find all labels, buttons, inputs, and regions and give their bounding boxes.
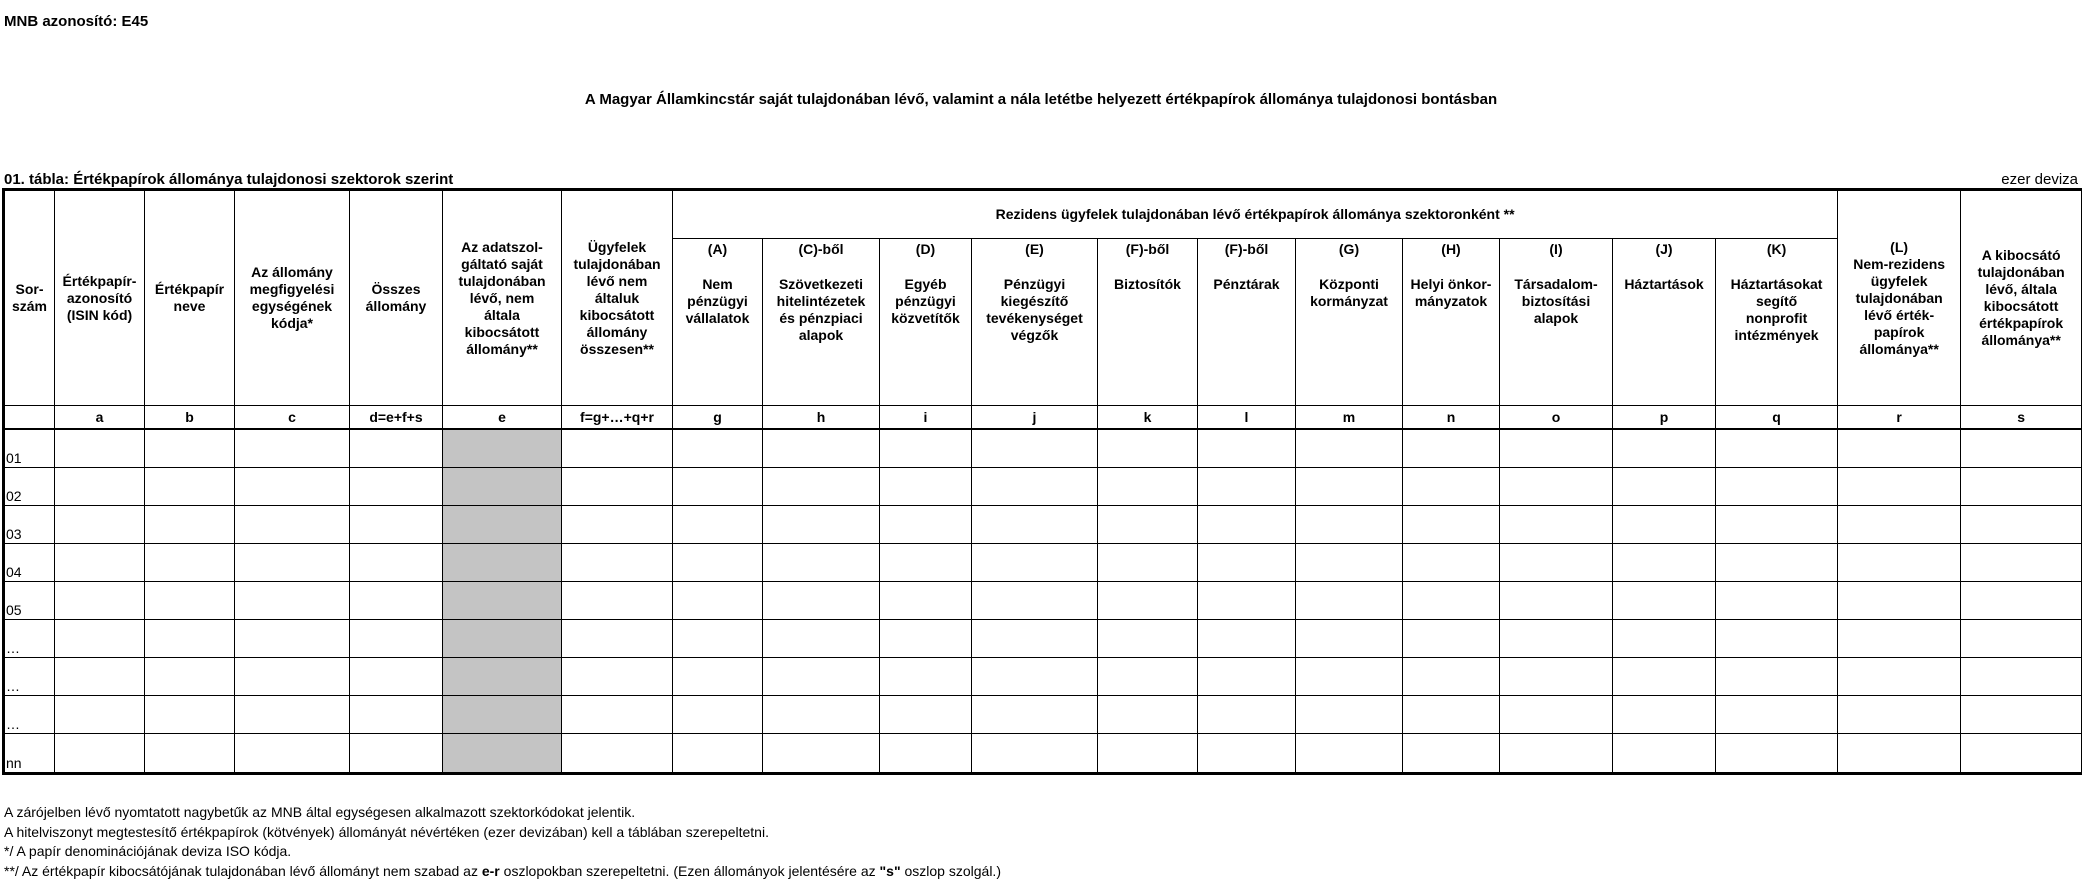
column-letter: l	[1198, 406, 1296, 430]
sector-label: Biztosítók	[1114, 276, 1181, 292]
data-cell[interactable]	[880, 506, 972, 544]
data-cell[interactable]	[1198, 544, 1296, 582]
data-cell[interactable]	[145, 734, 235, 773]
shaded-cell[interactable]	[443, 544, 562, 582]
column-letter: q	[1716, 406, 1838, 430]
data-cell[interactable]	[763, 544, 880, 582]
emphasis: e-r	[481, 862, 500, 879]
data-cell[interactable]	[1098, 582, 1198, 620]
table-row	[5, 506, 2082, 544]
data-cell[interactable]	[562, 734, 673, 773]
data-cell[interactable]	[1613, 696, 1716, 734]
data-cell[interactable]	[562, 620, 673, 658]
data-cell[interactable]	[972, 620, 1098, 658]
column-header: A kibocsátó tulajdonában lévő, általa kibocsátott értékpapírok állománya**	[1961, 191, 2082, 406]
data-cell[interactable]	[972, 696, 1098, 734]
data-cell[interactable]	[562, 658, 673, 696]
sector-label: Egyéb pénzügyi közvetítők	[891, 276, 960, 326]
data-cell[interactable]	[1500, 620, 1613, 658]
column-header: (L) Nem-rezidens ügyfelek tulajdonában lévő érték- papírok állománya**	[1838, 191, 1961, 406]
sector-code: (H)	[1441, 241, 1461, 257]
data-cell[interactable]	[880, 658, 972, 696]
data-cell[interactable]	[1838, 620, 1961, 658]
data-cell[interactable]	[350, 582, 443, 620]
sector-column-header	[880, 239, 972, 406]
data-cell[interactable]	[880, 582, 972, 620]
data-cell[interactable]	[562, 582, 673, 620]
data-cell[interactable]	[1961, 658, 2082, 696]
data-cell[interactable]	[1500, 468, 1613, 506]
footnote: **/ Az értékpapír kibocsátójának tulajdonában lévő állományt nem szabad az e-r oszlopokban szerepeltetni. (Ezen állományok jelentésére az "s" oszlop szolgál.)	[4, 862, 1001, 879]
data-cell[interactable]	[1296, 696, 1403, 734]
data-cell[interactable]	[972, 544, 1098, 582]
sector-column-header	[1716, 239, 1838, 406]
data-cell[interactable]	[562, 544, 673, 582]
data-cell[interactable]	[763, 696, 880, 734]
unit-label: ezer deviza	[2001, 171, 2078, 188]
data-cell[interactable]	[1500, 734, 1613, 773]
shaded-cell[interactable]	[443, 734, 562, 773]
sector-code: (J)	[1655, 241, 1673, 257]
column-letter: a	[55, 406, 145, 430]
data-cell[interactable]	[972, 658, 1098, 696]
sector-column-header	[763, 239, 880, 406]
data-cell[interactable]	[763, 582, 880, 620]
data-cell[interactable]	[1613, 658, 1716, 696]
data-cell[interactable]	[1403, 506, 1500, 544]
data-cell[interactable]	[673, 658, 763, 696]
data-cell[interactable]	[55, 696, 145, 734]
shaded-cell[interactable]	[443, 582, 562, 620]
holdings-table	[4, 190, 2082, 773]
data-cell[interactable]	[55, 468, 145, 506]
data-cell[interactable]	[1098, 620, 1198, 658]
column-header: Az adatszol- gáltató saját tulajdonában lévő, nem általa kibocsátott állomány**	[443, 191, 562, 406]
data-cell[interactable]	[1500, 658, 1613, 696]
data-cell[interactable]	[1296, 429, 1403, 468]
data-cell[interactable]	[1838, 429, 1961, 468]
data-cell[interactable]	[673, 506, 763, 544]
data-cell[interactable]	[1296, 658, 1403, 696]
table-header	[5, 191, 2082, 430]
data-cell[interactable]	[55, 582, 145, 620]
data-cell[interactable]	[673, 734, 763, 773]
sector-code: (K)	[1766, 241, 1787, 257]
data-cell[interactable]	[1198, 506, 1296, 544]
data-cell[interactable]	[1961, 544, 2082, 582]
data-cell[interactable]	[145, 506, 235, 544]
data-cell[interactable]	[1961, 506, 2082, 544]
data-cell[interactable]	[1716, 429, 1838, 468]
data-cell[interactable]	[55, 620, 145, 658]
sector-label: Társadalom- biztosítási alapok	[1514, 276, 1598, 326]
data-cell[interactable]	[1296, 544, 1403, 582]
data-cell[interactable]	[562, 506, 673, 544]
data-cell[interactable]	[1098, 468, 1198, 506]
table-caption: 01. tábla: Értékpapírok állománya tulajdonosi szektorok szerint	[4, 171, 454, 188]
data-cell[interactable]	[1296, 734, 1403, 773]
data-cell[interactable]	[55, 734, 145, 773]
report-title: A Magyar Államkincstár saját tulajdonában lévő, valamint a nála letétbe helyezett értékpapírok állománya tulajdonosi bontásban	[584, 91, 1498, 108]
emphasis: "s"	[879, 862, 901, 879]
data-cell[interactable]	[1838, 658, 1961, 696]
sector-label: Központi kormányzat	[1310, 276, 1388, 309]
column-header: Sor- szám	[5, 191, 55, 406]
data-cell[interactable]	[55, 658, 145, 696]
data-cell[interactable]	[235, 429, 350, 468]
table-row	[5, 544, 2082, 582]
data-cell[interactable]	[145, 544, 235, 582]
table-row	[5, 734, 2082, 773]
data-cell[interactable]	[1613, 544, 1716, 582]
data-cell[interactable]	[235, 544, 350, 582]
data-cell[interactable]	[1198, 582, 1296, 620]
column-letter: s	[1961, 406, 2082, 430]
column-header: Összes állomány	[350, 191, 443, 406]
data-cell[interactable]	[763, 734, 880, 773]
column-letter: b	[145, 406, 235, 430]
column-letter: f=g+…+q+r	[562, 406, 673, 430]
sector-code: (G)	[1338, 241, 1360, 257]
data-cell[interactable]	[145, 658, 235, 696]
data-cell[interactable]	[235, 506, 350, 544]
data-cell[interactable]	[880, 429, 972, 468]
data-cell[interactable]	[673, 429, 763, 468]
data-cell[interactable]	[673, 468, 763, 506]
data-cell[interactable]	[1198, 429, 1296, 468]
shaded-cell[interactable]	[443, 468, 562, 506]
row-number: 01	[5, 429, 55, 468]
data-cell[interactable]	[235, 582, 350, 620]
data-cell[interactable]	[1838, 544, 1961, 582]
column-letter: j	[972, 406, 1098, 430]
sector-code: (F)-ből	[1125, 241, 1170, 257]
data-cell[interactable]	[763, 429, 880, 468]
footnote: A zárójelben lévő nyomtatott nagybetűk az MNB által egységesen alkalmazott szektorkódokat jelentik.	[4, 804, 636, 820]
column-letter: o	[1500, 406, 1613, 430]
data-cell[interactable]	[1198, 658, 1296, 696]
data-cell[interactable]	[1296, 506, 1403, 544]
data-cell[interactable]	[1098, 658, 1198, 696]
data-cell[interactable]	[1198, 620, 1296, 658]
mnb-identifier: MNB azonosító: E45	[4, 13, 149, 30]
data-cell[interactable]	[1500, 582, 1613, 620]
sector-column-header	[1613, 239, 1716, 406]
data-cell[interactable]	[350, 544, 443, 582]
data-cell[interactable]	[350, 506, 443, 544]
data-cell[interactable]	[235, 468, 350, 506]
data-cell[interactable]	[562, 429, 673, 468]
data-cell[interactable]	[763, 506, 880, 544]
data-cell[interactable]	[145, 468, 235, 506]
data-cell[interactable]	[1500, 544, 1613, 582]
data-cell[interactable]	[55, 429, 145, 468]
data-cell[interactable]	[1716, 582, 1838, 620]
data-cell[interactable]	[1296, 468, 1403, 506]
sector-label: Háztartásokat segítő nonprofit intézmények	[1730, 276, 1823, 343]
data-cell[interactable]	[562, 696, 673, 734]
data-cell[interactable]	[562, 468, 673, 506]
data-cell[interactable]	[972, 468, 1098, 506]
data-cell[interactable]	[55, 544, 145, 582]
column-letter: e	[443, 406, 562, 430]
sector-column-header	[1198, 239, 1296, 406]
sector-column-header	[1500, 239, 1613, 406]
data-cell[interactable]	[1296, 620, 1403, 658]
data-cell[interactable]	[1403, 429, 1500, 468]
data-cell[interactable]	[1500, 696, 1613, 734]
shaded-cell[interactable]	[443, 506, 562, 544]
sector-column-header	[972, 239, 1098, 406]
sector-label: Háztartások	[1624, 276, 1704, 292]
data-cell[interactable]	[55, 506, 145, 544]
data-cell[interactable]	[1613, 620, 1716, 658]
data-cell[interactable]	[235, 696, 350, 734]
sector-column-header	[1403, 239, 1500, 406]
shaded-cell[interactable]	[443, 429, 562, 468]
data-cell[interactable]	[1716, 544, 1838, 582]
sector-code: (E)	[1025, 241, 1044, 257]
data-cell[interactable]	[1716, 734, 1838, 773]
sector-column-header	[673, 239, 763, 406]
row-number: …	[5, 620, 55, 658]
data-cell[interactable]	[1403, 734, 1500, 773]
data-cell[interactable]	[235, 658, 350, 696]
column-header: Értékpapír- azonosító (ISIN kód)	[55, 191, 145, 406]
row-number: 03	[5, 506, 55, 544]
data-cell[interactable]	[1716, 658, 1838, 696]
data-cell[interactable]	[1716, 506, 1838, 544]
data-cell[interactable]	[880, 544, 972, 582]
data-cell[interactable]	[1296, 582, 1403, 620]
data-cell[interactable]	[763, 620, 880, 658]
data-cell[interactable]	[972, 582, 1098, 620]
column-letter: r	[1838, 406, 1961, 430]
data-cell[interactable]	[1403, 696, 1500, 734]
data-cell[interactable]	[972, 429, 1098, 468]
data-cell[interactable]	[880, 734, 972, 773]
data-cell[interactable]	[1613, 582, 1716, 620]
data-cell[interactable]	[880, 696, 972, 734]
data-cell[interactable]	[1716, 620, 1838, 658]
column-header: Az állomány megfigyelési egységének kódja*	[235, 191, 350, 406]
column-letter: m	[1296, 406, 1403, 430]
column-letter: i	[880, 406, 972, 430]
sector-code: (I)	[1549, 241, 1563, 257]
data-cell[interactable]	[673, 582, 763, 620]
table-row	[5, 582, 2082, 620]
row-number: …	[5, 696, 55, 734]
data-cell[interactable]	[1403, 582, 1500, 620]
sector-label: Pénztárak	[1213, 276, 1280, 292]
data-cell[interactable]	[1716, 468, 1838, 506]
row-number: 05	[5, 582, 55, 620]
sector-code: (C)-ből	[798, 241, 844, 257]
table-row	[5, 696, 2082, 734]
sector-label: Szövetkezeti hitelintézetek és pénzpiaci alapok	[776, 276, 866, 343]
data-cell[interactable]	[1838, 468, 1961, 506]
data-cell[interactable]	[1098, 696, 1198, 734]
column-letter: p	[1613, 406, 1716, 430]
shaded-cell[interactable]	[443, 696, 562, 734]
column-letter: g	[673, 406, 763, 430]
data-cell[interactable]	[1613, 734, 1716, 773]
shaded-cell[interactable]	[443, 658, 562, 696]
data-cell[interactable]	[1961, 696, 2082, 734]
data-cell[interactable]	[145, 582, 235, 620]
data-cell[interactable]	[1098, 506, 1198, 544]
data-cell[interactable]	[235, 620, 350, 658]
data-cell[interactable]	[1838, 734, 1961, 773]
data-cell[interactable]	[145, 429, 235, 468]
data-cell[interactable]	[145, 696, 235, 734]
data-cell[interactable]	[350, 696, 443, 734]
table-row	[5, 658, 2082, 696]
data-cell[interactable]	[673, 696, 763, 734]
data-cell[interactable]	[1961, 734, 2082, 773]
data-cell[interactable]	[1500, 429, 1613, 468]
sector-label: Helyi önkor- mányzatok	[1410, 276, 1492, 309]
data-cell[interactable]	[1961, 582, 2082, 620]
data-cell[interactable]	[1716, 696, 1838, 734]
sector-code: (A)	[707, 241, 728, 257]
data-cell[interactable]	[145, 620, 235, 658]
column-letter: n	[1403, 406, 1500, 430]
table-row	[5, 468, 2082, 506]
column-letter: k	[1098, 406, 1198, 430]
data-cell[interactable]	[350, 658, 443, 696]
column-header: Értékpapír neve	[145, 191, 235, 406]
sector-label: Nem pénzügyi vállalatok	[685, 276, 750, 326]
row-number: 02	[5, 468, 55, 506]
data-cell[interactable]	[1961, 468, 2082, 506]
column-letter: c	[235, 406, 350, 430]
row-number: nn	[5, 734, 55, 773]
data-cell[interactable]	[1613, 468, 1716, 506]
data-cell[interactable]	[972, 734, 1098, 773]
sector-code: (F)-ből	[1224, 241, 1269, 257]
data-cell[interactable]	[1613, 429, 1716, 468]
data-cell[interactable]	[763, 658, 880, 696]
data-cell[interactable]	[1403, 620, 1500, 658]
data-cell[interactable]	[673, 544, 763, 582]
data-cell[interactable]	[1403, 468, 1500, 506]
data-cell[interactable]	[673, 620, 763, 658]
data-cell[interactable]	[350, 620, 443, 658]
data-cell[interactable]	[235, 734, 350, 773]
column-letter	[5, 406, 55, 430]
data-cell[interactable]	[1838, 506, 1961, 544]
footnotes	[4, 803, 1001, 881]
sector-super-header: Rezidens ügyfelek tulajdonában lévő értékpapírok állománya szektoronként **	[673, 191, 1838, 239]
table-row	[5, 429, 2082, 468]
data-cell[interactable]	[1838, 696, 1961, 734]
data-cell[interactable]	[1198, 734, 1296, 773]
sector-column-header	[1098, 239, 1198, 406]
data-cell[interactable]	[1403, 544, 1500, 582]
data-cell[interactable]	[1838, 582, 1961, 620]
table-row	[5, 620, 2082, 658]
data-cell[interactable]	[350, 734, 443, 773]
sector-column-header	[1296, 239, 1403, 406]
column-letter: h	[763, 406, 880, 430]
footnote: A hitelviszonyt megtestesítő értékpapírok (kötvények) állományát névértéken (ezer devizában) kell a táblában szerepeltetni.	[4, 823, 769, 840]
table-body	[5, 429, 2082, 773]
data-cell[interactable]	[1961, 620, 2082, 658]
data-cell[interactable]	[1403, 658, 1500, 696]
data-cell[interactable]	[1098, 544, 1198, 582]
data-cell[interactable]	[1500, 506, 1613, 544]
column-letter: d=e+f+s	[350, 406, 443, 430]
row-number: …	[5, 658, 55, 696]
data-cell[interactable]	[972, 506, 1098, 544]
sector-code: (D)	[915, 241, 936, 257]
data-cell[interactable]	[350, 468, 443, 506]
row-number: 04	[5, 544, 55, 582]
data-cell[interactable]	[1198, 696, 1296, 734]
shaded-cell[interactable]	[443, 620, 562, 658]
data-cell[interactable]	[1198, 468, 1296, 506]
sector-label: Pénzügyi kiegészítő tevékenységet végzők	[986, 276, 1083, 343]
footnote: */ A papír denominációjának deviza ISO kódja.	[4, 843, 292, 859]
data-cell[interactable]	[880, 468, 972, 506]
data-cell[interactable]	[1961, 429, 2082, 468]
data-cell[interactable]	[763, 468, 880, 506]
data-cell[interactable]	[880, 620, 972, 658]
data-cell[interactable]	[1098, 734, 1198, 773]
data-cell[interactable]	[1613, 506, 1716, 544]
data-cell[interactable]	[350, 429, 443, 468]
column-header: Ügyfelek tulajdonában lévő nem általuk kibocsátott állomány összesen**	[562, 191, 673, 406]
data-cell[interactable]	[1098, 429, 1198, 468]
